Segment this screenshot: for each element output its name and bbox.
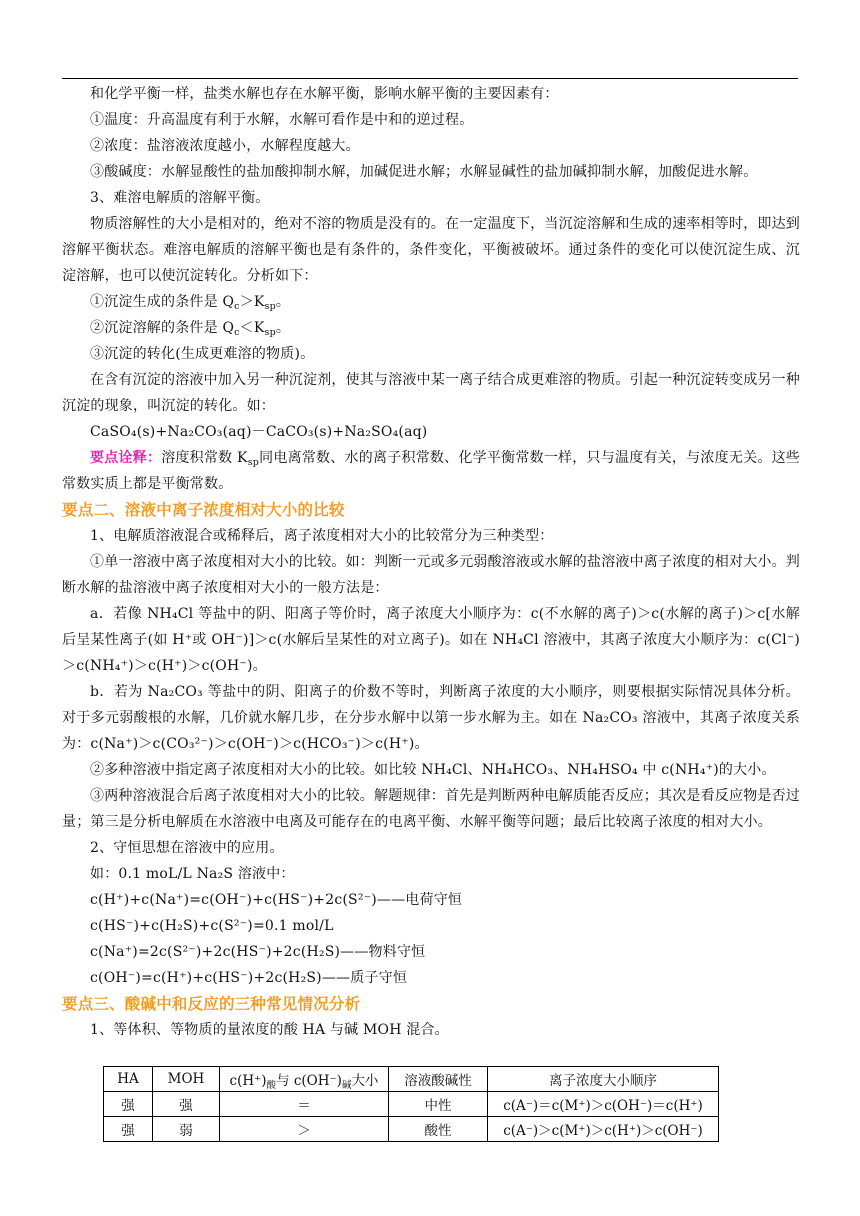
section-3-title: 3、难溶电解质的溶解平衡。 <box>90 190 270 206</box>
cell-ha: 强 <box>104 1117 153 1142</box>
intro-paragraph: 和化学平衡一样，盐类水解也存在水解平衡，影响水解平衡的主要因素有： <box>90 86 559 102</box>
proton-conservation: c(OH⁻)=c(H⁺)+c(HS⁻)+2c(H₂S)——质子守恒 <box>90 970 408 986</box>
cell-acidity: 酸性 <box>389 1117 488 1142</box>
cell-order: c(A⁻)＝c(M⁺)＞c(OH⁻)＝c(H⁺) <box>488 1092 719 1117</box>
header-order: 离子浓度大小顺序 <box>488 1067 719 1092</box>
cell-moh: 弱 <box>153 1117 220 1142</box>
condition-dissolution: ②沉淀溶解的条件是 $Q_c<K_{sp}$。 <box>90 320 291 338</box>
table-header-row <box>104 1067 719 1092</box>
header-rule <box>62 78 798 79</box>
factor-acidity: ③酸碱度：水解显酸性的盐加酸抑制水解，加碱促进水解；水解显碱性的盐加碱抑制水解，加酸促进水解。 <box>90 164 758 180</box>
key-note-label: 要点诠释： <box>90 450 162 466</box>
document-body <box>62 81 800 1043</box>
conversion-paragraph: 在含有沉淀的溶液中加入另一种沉淀剂，使其与溶液中某一离子结合成更难溶的物质。引起一种沉淀转变成另一种沉淀的现象，叫沉淀的转化。如： <box>62 372 800 414</box>
section-3-heading: 要点三、酸碱中和反应的三种常见情况分析 <box>62 995 361 1013</box>
s3-p1: 1、等体积、等物质的量浓度的酸 HA 与碱 MOH 混合。 <box>90 1022 449 1038</box>
dissolution-paragraph: 物质溶解性的大小是相对的，绝对不溶的物质是没有的。在一定温度下，当沉淀溶解和生成的速率相等时，即达到溶解平衡状态。难溶电解质的溶解平衡也是有条件的，条件变化，平衡被破坏。通过条件的变化可以使沉淀生成、沉淀溶解，也可以使沉淀转化。分析如下： <box>62 216 800 284</box>
cell-ha: 强 <box>104 1092 153 1117</box>
cell-acidity: 中性 <box>389 1092 488 1117</box>
header-ha: HA <box>104 1067 153 1092</box>
s2-p5: 2、守恒思想在溶液中的应用。 <box>90 840 284 856</box>
header-acidity: 溶液酸碱性 <box>389 1067 488 1092</box>
condition-precipitation: ①沉淀生成的条件是 $Q_c>K_{sp}$。 <box>90 294 291 312</box>
factor-concentration: ②浓度：盐溶液浓度越小，水解程度越大。 <box>90 138 360 154</box>
sum-equation: c(HS⁻)+c(H₂S)+c(S²⁻)=0.1 mol/L <box>90 918 334 934</box>
s2-a: a．若像 NH₄Cl 等盐中的阴、阳离子等价时，离子浓度大小顺序为：c(不水解的离子)＞c(水解的离子)＞c[水解后呈某性离子(如 H⁺或 OH⁻)]＞c(水解后呈某性的对立离子)。如在 NH₄Cl 溶液中，其离子浓度大小顺序为：c(Cl⁻)＞c(NH₄⁺)＞c(H⁺)＞c(OH⁻)。 <box>62 606 800 674</box>
s2-p1: 1、电解质溶液混合或稀释后，离子浓度相对大小的比较常分为三种类型： <box>90 528 554 544</box>
s2-p6: 如：0.1 moL/L Na₂S 溶液中： <box>90 866 295 882</box>
s2-b: b．若为 Na₂CO₃ 等盐中的阴、阳离子的价数不等时，判断离子浓度的大小顺序，则要根据实际情况具体分析。对于多元弱酸根的水解，几价就水解几步，在分步水解中以第一步水解为主。如在 Na₂CO₃ 溶液中，其离子浓度关系为：c(Na⁺)＞c(CO₃²⁻)＞c(OH⁻)＞c(HCO₃⁻)＞c(H⁺)。 <box>62 684 800 752</box>
charge-conservation: c(H⁺)+c(Na⁺)=c(OH⁻)+c(HS⁻)+2c(S²⁻)——电荷守恒 <box>90 892 463 908</box>
cell-compare: ＝ <box>220 1092 389 1117</box>
cell-order: c(A⁻)＞c(M⁺)＞c(H⁺)＞c(OH⁻) <box>488 1117 719 1142</box>
header-moh: MOH <box>153 1067 220 1092</box>
condition-conversion: ③沉淀的转化(生成更难溶的物质)。 <box>90 346 315 362</box>
material-conservation: c(Na⁺)=2c(S²⁻)+2c(HS⁻)+2c(H₂S)——物料守恒 <box>90 944 426 960</box>
neutralization-table <box>103 1066 719 1142</box>
table-row <box>104 1117 719 1142</box>
section-2-heading: 要点二、溶液中离子浓度相对大小的比较 <box>62 501 345 519</box>
conversion-equation: CaSO₄(s)+Na₂CO₃(aq)－CaCO₃(s)+Na₂SO₄(aq) <box>90 424 428 440</box>
factor-temperature: ①温度：升高温度有利于水解，水解可看作是中和的逆过程。 <box>90 112 474 128</box>
cell-moh: 强 <box>153 1092 220 1117</box>
table-row <box>104 1092 719 1117</box>
s2-p2: ①单一溶液中离子浓度相对大小的比较。如：判断一元或多元弱酸溶液或水解的盐溶液中离子浓度的相对大小。判断水解的盐溶液中离子浓度相对大小的一般方法是： <box>62 554 800 596</box>
s2-p4: ③两种溶液混合后离子浓度相对大小的比较。解题规律：首先是判断两种电解质能否反应；其次是看反应物是否过量；第三是分析电解质在水溶液中电离及可能存在的电离平衡、水解平衡等问题；最后比较离子浓度的相对大小。 <box>62 788 800 830</box>
key-note: 要点诠释：溶度积常数 $K_{sp}$同电离常数、水的离子积常数、化学平衡常数一样，只与温度有关，与浓度无关。这些常数实质上都是平衡常数。 <box>62 450 801 492</box>
s2-p3: ②多种溶液中指定离子浓度相对大小的比较。如比较 NH₄Cl、NH₄HCO₃、NH₄HSO₄ 中 c(NH₄⁺)的大小。 <box>90 762 776 778</box>
header-compare: $c(H^+)_酸$与 $c(OH^-)_碱$大小 <box>220 1067 389 1092</box>
cell-compare: ＞ <box>220 1117 389 1142</box>
